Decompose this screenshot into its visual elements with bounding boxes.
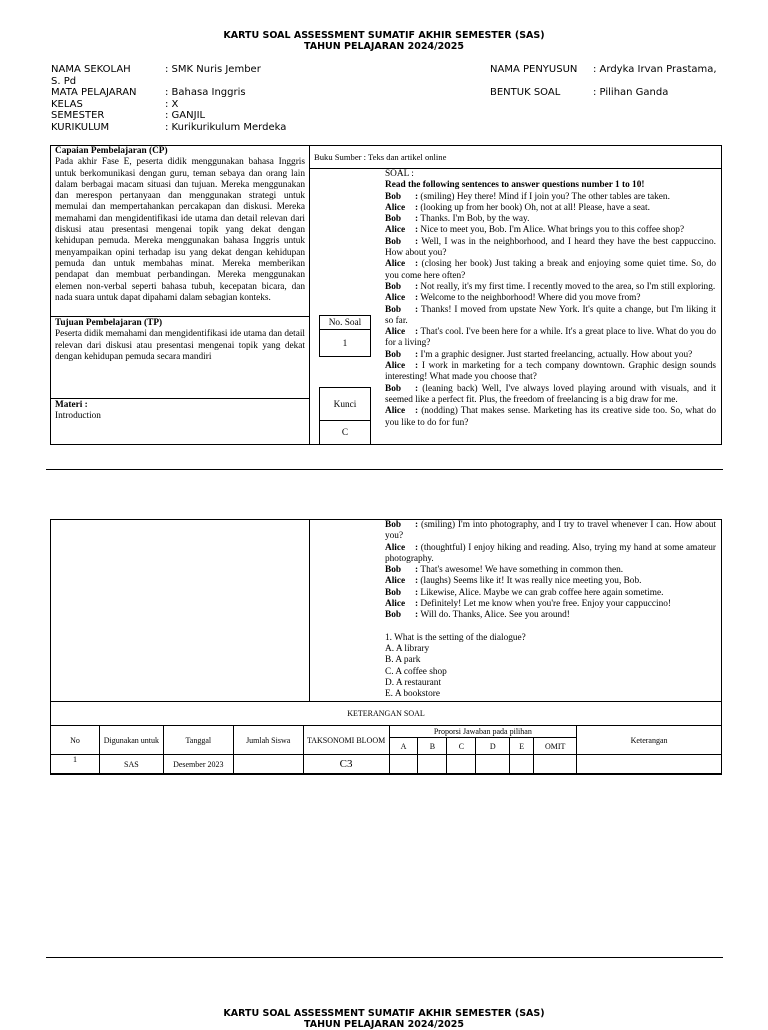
dialogue-line (385, 192, 716, 203)
dialogue-text: Will do. Thanks, Alice. See you around! (420, 610, 570, 621)
dialogue-line (385, 588, 716, 599)
cell-omit (534, 755, 577, 774)
materi-heading: Materi : (55, 400, 88, 410)
speaker-colon: : (415, 599, 421, 610)
speaker-name: Alice (385, 327, 406, 338)
dialogue-text: That's awesome! We have something in common then. (420, 565, 624, 576)
header-option-c: C (447, 738, 476, 755)
speaker-name: Bob (385, 281, 402, 292)
speaker-name: Alice (385, 361, 406, 372)
dialogue-text: Nice to meet you, Bob. I'm Alice. What brings you to this coffee shop? (420, 225, 685, 236)
speaker-colon: : (415, 610, 421, 621)
header-no: No (51, 726, 100, 755)
answer-option: A. A library (385, 643, 430, 654)
dialogue-text: Not really, it's my first time. I recently moved to the area, so I'm still exploring. (420, 281, 716, 292)
answer-option: C. A coffee shop (385, 666, 447, 677)
info-right (490, 64, 717, 99)
dialogue-text: I work in marketing for a tech company downtown. Graphic design sounds interesting! What made you choose that? (385, 361, 717, 383)
speaker-colon: : (415, 587, 421, 598)
tp-text: Peserta didik memahami dan mengidentifikasi ide utama dan detail relevan dari diskusi atau presentasi mengenai topik yang dekat dengan kehidupan pemuda secara mandiri (55, 329, 305, 362)
dialogue-text: That's cool. I've been here for a while. It's a great place to live. What do you do for a living? (385, 327, 717, 349)
row-divider-keterangan (50, 701, 722, 702)
speaker-name: Alice (385, 599, 406, 610)
cell-no: 1 (51, 755, 100, 774)
info-row-degree: S. Pd (51, 75, 77, 87)
dialogue-text: (nodding) That makes sense. Marketing has its creative side too. So, what do you like to do for fun? (385, 406, 716, 428)
cell-jumlah-siswa (233, 755, 303, 774)
cell-tanggal: Desember 2023 (163, 755, 233, 774)
speaker-name: Bob (385, 383, 402, 394)
answer-option: D. A restaurant (385, 677, 442, 688)
dialogue-text: (smiling) Hey there! Mind if I join you? The other tables are taken. (420, 191, 670, 202)
speaker-colon: : (415, 202, 421, 213)
dialogue-line (385, 610, 716, 621)
speaker-name: Alice (385, 225, 406, 236)
dialogue-line (385, 214, 716, 225)
dialogue-text: (looking up from her book) Oh, not at all! Please, have a seat. (420, 202, 650, 213)
speaker-name: Alice (385, 202, 406, 213)
soal-label: SOAL : (385, 169, 414, 179)
dialogue-text: Thanks! I moved from upstate New York. It's quite a change, but I'm liking it so far. (385, 304, 716, 326)
speaker-name: Bob (385, 610, 402, 621)
dialogue-line (385, 327, 716, 350)
info-row-penyusun: NAMA PENYUSUN : Ardyka Irvan Prastama, (490, 64, 717, 75)
cell-b (418, 755, 447, 774)
cell-e (510, 755, 534, 774)
keterangan-table (50, 725, 722, 774)
dialogue-line (385, 565, 716, 576)
speaker-colon: : (415, 576, 421, 587)
dialogue-line (385, 543, 716, 566)
cell-a (389, 755, 418, 774)
header-option-omit: OMIT (534, 738, 577, 755)
speaker-name: Bob (385, 191, 402, 202)
speaker-colon: : (415, 281, 421, 292)
header-keterangan: Keterangan (577, 726, 722, 755)
speaker-name: Bob (385, 520, 402, 530)
dialogue-line (385, 282, 716, 293)
dialogue-line (385, 406, 716, 429)
row-divider-materi (50, 398, 310, 399)
speaker-colon: : (415, 293, 421, 304)
materi-text: Introduction (55, 411, 101, 422)
header-digunakan: Digunakan untuk (99, 726, 163, 755)
speaker-name: Bob (385, 236, 402, 247)
option-list (385, 644, 716, 700)
speaker-colon: : (415, 542, 421, 553)
cell-taksonomi: C3 (303, 755, 389, 774)
dialogue-line (385, 225, 716, 236)
speaker-colon: : (415, 520, 421, 530)
dialogue-list (385, 192, 716, 429)
speaker-name: Alice (385, 542, 406, 553)
cell-digunakan: SAS (99, 755, 163, 774)
dialogue-line (385, 237, 716, 260)
dialogue-line (385, 305, 716, 328)
cp-heading: Capaian Pembelajaran (CP) (55, 146, 168, 156)
tp-heading: Tujuan Pembelajaran (TP) (55, 318, 163, 328)
dialogue-text: Well, I was in the neighborhood, and I heard they have the best cappuccino. How about you? (385, 236, 717, 259)
speaker-name: Bob (385, 349, 402, 360)
info-row-kelas: KELAS : X (51, 98, 179, 110)
page-break-line-2 (46, 957, 723, 958)
no-soal-value: 1 (319, 329, 371, 357)
header-option-a: A (389, 738, 418, 755)
dialogue-text: (thoughtful) I enjoy hiking and reading. Also, trying my hand at some amateur photography. (385, 542, 716, 564)
dialogue-line (385, 599, 716, 610)
dialogue-text: I'm a graphic designer. Just started freelancing, actually. How about you? (420, 349, 693, 360)
header-option-e: E (510, 738, 534, 755)
speaker-name: Alice (385, 259, 406, 270)
soal-section (385, 169, 716, 429)
speaker-colon: : (415, 349, 421, 360)
card-title: KARTU SOAL ASSESSMENT SUMATIF AKHIR SEMESTER (SAS) (223, 30, 545, 41)
dialogue-text: Welcome to the neighborhood! Where did you move from? (420, 293, 641, 304)
speaker-colon: : (415, 236, 422, 247)
dialogue-line (385, 203, 716, 214)
cell-c (447, 755, 476, 774)
footer-card-title: KARTU SOAL ASSESSMENT SUMATIF AKHIR SEMESTER (SAS) (223, 1008, 545, 1019)
dialogue-text: (smiling) I'm into photography, and I try to travel whenever I can. How about you? (385, 520, 716, 542)
cell-keterangan (577, 755, 722, 774)
speaker-colon: : (415, 191, 421, 202)
dialogue-line (385, 576, 716, 587)
speaker-name: Bob (385, 214, 402, 225)
dialogue-text: (laughs) Seems like it! It was really nice meeting you, Bob. (420, 576, 642, 587)
speaker-name: Alice (385, 293, 406, 304)
kunci-value: C (319, 420, 371, 445)
info-row-bentuk: BENTUK SOAL : Pilihan Ganda (490, 87, 669, 98)
header-jumlah-siswa: Jumlah Siswa (233, 726, 303, 755)
speaker-colon: : (415, 304, 422, 315)
header-taksonomi: TAKSONOMI BLOOM (303, 726, 389, 755)
cp-section (55, 146, 305, 304)
info-row-mapel: MATA PELAJARAN : Bahasa Inggris (51, 87, 246, 98)
cp-text: Pada akhir Fase E, peserta didik menggunakan bahasa Inggris untuk berkomunikasi dengan guru, teman sebaya dan orang lain dalam berbagai macam situasi dan tujuan. Mereka menggunakan dan merespon pertanyaan dan menggunakan strategi untuk memulai dan mempertahankan percakapan dan diskusi. Mereka memahami dan mengidentifikasi ide utama dan detail relevan dari diskusi atau presentasi mengenai topik yang dekat dengan kehidupan pemuda. Mereka menggunakan bahasa Inggris untuk menyampaikan opini terhadap isu yang dekat dengan kehidupan pemuda dan untuk membahas minat. Mereka memberikan pendapat dan membuat perbandingan. Mereka menggunakan elemen non-verbal seperti bahasa tubuh, kecepatan bicara, dan nada suara untuk dapat dipahami dalam sebagian konteks. (55, 157, 305, 303)
dialogue-line (385, 520, 716, 543)
buku-sumber: Buku Sumber : Teks dan artikel online (314, 152, 447, 162)
header-proporsi: Proporsi Jawaban pada pilihan (389, 726, 577, 738)
speaker-colon: : (415, 361, 422, 372)
soal-section-continued (385, 520, 716, 700)
dialogue-text: Likewise, Alice. Maybe we can grab coffee here again sometime. (420, 587, 664, 598)
dialogue-text: Definitely! Let me know when you're free. Enjoy your cappuccino! (420, 599, 671, 610)
dialogue-list-continued (385, 520, 716, 622)
header-tanggal: Tanggal (163, 726, 233, 755)
footer-school-year: TAHUN PELAJARAN 2024/2025 (303, 1019, 465, 1030)
tp-section (55, 318, 305, 363)
dialogue-line (385, 259, 716, 282)
column-divider-2 (309, 519, 310, 702)
speaker-name: Alice (385, 576, 406, 587)
keterangan-title: KETERANGAN SOAL (347, 709, 425, 718)
cell-d (476, 755, 510, 774)
header-option-b: B (418, 738, 447, 755)
speaker-colon: : (415, 327, 421, 338)
school-year: TAHUN PELAJARAN 2024/2025 (303, 41, 465, 52)
speaker-name: Bob (385, 587, 402, 598)
dialogue-text: (closing her book) Just taking a break and enjoying some quiet time. So, do you come here often? (385, 259, 717, 281)
question-text: 1. What is the setting of the dialogue? (385, 632, 526, 643)
dialogue-line (385, 293, 716, 304)
speaker-colon: : (415, 259, 422, 270)
info-row-kurikulum: KURIKULUM : Kurikurikulum Merdeka (51, 121, 287, 133)
speaker-colon: : (415, 406, 422, 417)
no-soal-label: No. Soal (319, 315, 371, 330)
dialogue-text: (leaning back) Well, I've always loved playing around with visuals, and it seemed like a perfect fit. Plus, the freedom of freelancing is a big draw for me. (385, 383, 717, 405)
answer-option: E. A bookstore (385, 689, 441, 700)
dialogue-line (385, 361, 716, 384)
materi-section (55, 400, 305, 423)
speaker-name: Alice (385, 406, 406, 417)
info-left (51, 64, 286, 133)
info-row-sekolah: NAMA SEKOLAH : SMK Nuris Jember (51, 64, 261, 75)
speaker-name: Bob (385, 565, 402, 576)
kunci-label: Kunci (319, 387, 371, 421)
speaker-colon: : (415, 225, 421, 236)
header-option-d: D (476, 738, 510, 755)
dialogue-line (385, 350, 716, 361)
instruction: Read the following sentences to answer questions number 1 to 10! (385, 180, 645, 191)
column-divider (309, 145, 310, 445)
dialogue-line (385, 384, 716, 407)
info-row-semester: SEMESTER : GANJIL (51, 110, 206, 121)
speaker-name: Bob (385, 304, 402, 315)
speaker-colon: : (415, 214, 421, 225)
speaker-colon: : (415, 383, 423, 394)
speaker-colon: : (415, 565, 421, 576)
answer-option: B. A park (385, 655, 421, 666)
row-divider-tp (50, 316, 310, 317)
dialogue-text: Thanks. I'm Bob, by the way. (420, 214, 530, 225)
page-break-line (46, 469, 723, 470)
